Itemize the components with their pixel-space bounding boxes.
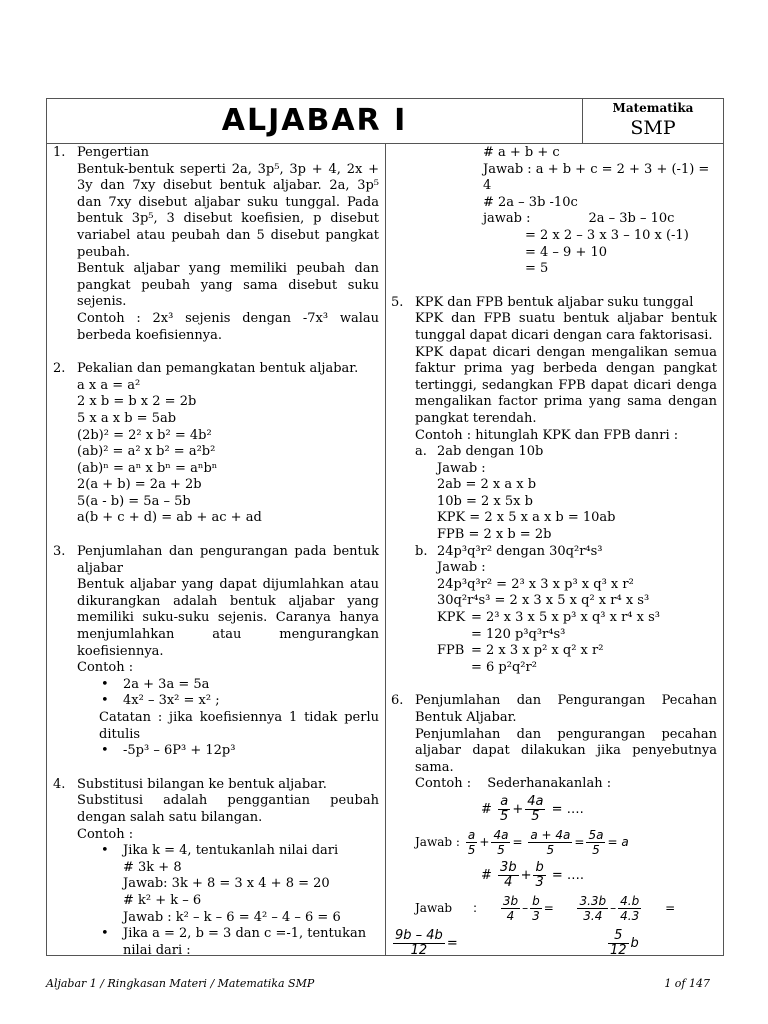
section-3: [53, 544, 379, 760]
paragraph: Penjumlahan dan pengurangan pecahan aljabar dapat dilakukan jika penyebutnya sama.: [415, 726, 717, 775]
left-column: [53, 145, 379, 959]
page-title: ALJABAR I: [221, 103, 408, 138]
document-frame: [46, 98, 724, 956]
section-number: 2.: [53, 361, 66, 377]
section-title: Pekalian dan pemangkatan bentuk aljabar.: [77, 361, 359, 377]
section-2: [53, 361, 379, 527]
list-item: • 4x² – 3x² = x² ;: [101, 693, 220, 709]
right-column: [391, 145, 717, 958]
list-item: • -5p³ – 6P³ + 12p³: [101, 743, 236, 759]
section-title: Penjumlahan dan Pengurangan Pecahan Bentuk Aljabar.: [415, 693, 717, 725]
example-line: Jawab : k² – k – 6 = 4² – 4 – 6 = 6: [123, 909, 341, 925]
example-label: Contoh : Sederhanakanlah :: [415, 776, 612, 792]
paragraph: Contoh : hitunglah KPK dan FPB danri :: [415, 427, 679, 443]
paragraph: Bentuk aljabar yang memiliki peubah dan pangkat peubah yang sama disebut suku sejenis.: [77, 261, 379, 310]
section-4-continued: [391, 145, 717, 278]
paragraph: Bentuk-bentuk seperti 2a, 3p⁵, 3p + 4, 2x + 3y dan 7xy disebut bentuk aljabar. 2a, 3p⁵ dan 7xy disebut aljabar suku tunggal. Pada bentuk 3p⁵, 3 disebut koefisien, p disebut variabel atau peubah dan 5 disebut pangkat peubah.: [77, 161, 379, 260]
example-label: Contoh :: [77, 826, 134, 842]
example-line: Jawab : a + b + c = 2 + 3 + (-1) = 4: [483, 161, 710, 194]
formula-line: (ab)ⁿ = aⁿ x bⁿ = aⁿbⁿ: [77, 460, 218, 476]
section-5: [391, 295, 717, 677]
section-number: 3.: [53, 544, 66, 560]
section-number: 1.: [53, 145, 66, 160]
level-label: SMP: [630, 117, 676, 139]
formula-line: (ab)² = a² x b² = a²b²: [77, 444, 216, 460]
page-number: 1 of 147: [664, 977, 710, 990]
fraction-result: $\frac{9b - 4b}{12}$ = $\frac{5}{12}$ b: [395, 927, 639, 958]
example-label: Contoh :: [77, 660, 134, 676]
example-line: = 5: [525, 261, 549, 277]
formula-line: (2b)² = 2² x b² = 4b²: [77, 427, 212, 443]
formula-line: 2 x b = b x 2 = 2b: [77, 394, 197, 410]
section-title: KPK dan FPB bentuk aljabar suku tunggal: [415, 294, 694, 310]
footer-left: Aljabar 1 / Ringkasan Materi / Matematika SMP: [46, 977, 315, 990]
paragraph: Bentuk aljabar yang dapat dijumlahkan atau dikurangkan adalah bentuk aljabar yang memiliki suku-suku sejenis. Caranya hanya menjumlahkan atau mengurangkan koefisiennya.: [77, 577, 379, 659]
example-line: # a + b + c: [483, 145, 560, 160]
paragraph: KPK dan FPB suatu bentuk aljabar bentuk tunggal dapat dicari dengan cara faktorisasi.: [415, 311, 717, 343]
example-line: # k² + k – 6: [123, 892, 202, 908]
section-title: Pengertian: [77, 145, 149, 160]
list-item: • Jika a = 2, b = 3 dan c =-1, tentukan nilai dari :: [101, 926, 367, 958]
paragraph: Contoh : 2x³ sejenis dengan -7x³ walau berbeda koefisiennya.: [77, 310, 379, 343]
formula-line: 5(a - b) = 5a – 5b: [77, 493, 191, 509]
section-number: 5.: [391, 294, 404, 310]
formula-line: a(b + c + d) = ab + ac + ad: [77, 510, 262, 526]
section-number: 6.: [391, 693, 404, 709]
section-number: 4.: [53, 776, 66, 792]
fraction-solution: Jawab : $\frac{3b}{4}$ – $\frac{b}{3}$ = $\frac{3.3b}{3.4}$ – $\frac{4.b}{4.3}$ =: [415, 893, 676, 923]
section-title: Penjumlahan dan pengurangan pada bentuk aljabar: [77, 544, 379, 576]
paragraph: KPK dapat dicari dengan mengalikan semua faktur prima yag berbeda dengan pangkat tertinggi, sedangkan FPB dapat dicari denga mengalikan factor prima yang sama dengan pangkat terendah.: [415, 344, 717, 426]
formula-line: 2(a + b) = 2a + 2b: [77, 477, 202, 493]
subject-label: Matematika: [612, 101, 694, 115]
bullet-icon: •: [101, 743, 109, 759]
example-line: jawab : 2a – 3b – 10c: [483, 211, 675, 227]
example-line: # 3k + 8: [123, 859, 182, 875]
bullet-icon: •: [101, 843, 109, 859]
header-row: [47, 99, 723, 144]
fraction-solution: Jawab : $\frac{a}{5}$ + $\frac{4a}{5}$ = $\frac{a + 4a}{5}$ = $\frac{5a}{5}$ = a: [415, 827, 629, 857]
formula-line: 5 x a x b = 5ab: [77, 410, 177, 426]
paragraph: Substitusi adalah penggantian peubah dengan salah satu bilangan.: [77, 793, 379, 825]
bullet-icon: •: [101, 676, 109, 692]
section-4: [53, 777, 379, 960]
section-title: Substitusi bilangan ke bentuk aljabar.: [77, 776, 327, 792]
note: Catatan : jika koefisiennya 1 tidak perlu ditulis: [99, 710, 379, 742]
example-line: = 4 – 9 + 10: [525, 244, 608, 260]
formula-line: a x a = a²: [77, 377, 141, 393]
fraction-expression: # $\frac{a}{5}$ + $\frac{4a}{5}$ = ….: [481, 793, 584, 824]
example-line: Jawab: 3k + 8 = 3 x 4 + 8 = 20: [123, 876, 330, 892]
bullet-icon: •: [101, 926, 109, 942]
example-a: a. 2ab dengan 10b Jawab : 2ab = 2 x a x b 10b = 2 x 5x b KPK = 2 x 5 x a x b = 10ab FPB = 2 x b = 2b: [415, 444, 616, 543]
column-divider: [385, 143, 386, 955]
section-6: [391, 693, 717, 923]
section-1: [53, 145, 379, 344]
list-item: • Jika k = 4, tentukanlah nilai dari: [101, 843, 339, 859]
fraction-expression: # $\frac{3b}{4}$ + $\frac{b}{3}$ = ….: [481, 859, 585, 890]
list-item: • 2a + 3a = 5a: [101, 676, 210, 692]
example-line: # 2a – 3b -10c: [483, 194, 578, 210]
example-line: = 2 x 2 – 3 x 3 – 10 x (-1): [525, 227, 689, 243]
example-b: b. 24p³q³r² dengan 30q²r⁴s³ Jawab : 24p³q³r² = 2³ x 3 x p³ x q³ x r² 30q²r⁴s³ = 2 x 3 x 5 x q² x r⁴ x s³ KPK = 2³ x 3 x 5 x p³ x q³ x r⁴ x s³ = 120 p³q³r⁴s³ FPB = 2 x 3 x p² x q² x r² = 6 p²q²r²: [415, 543, 661, 675]
bullet-icon: •: [101, 693, 109, 709]
